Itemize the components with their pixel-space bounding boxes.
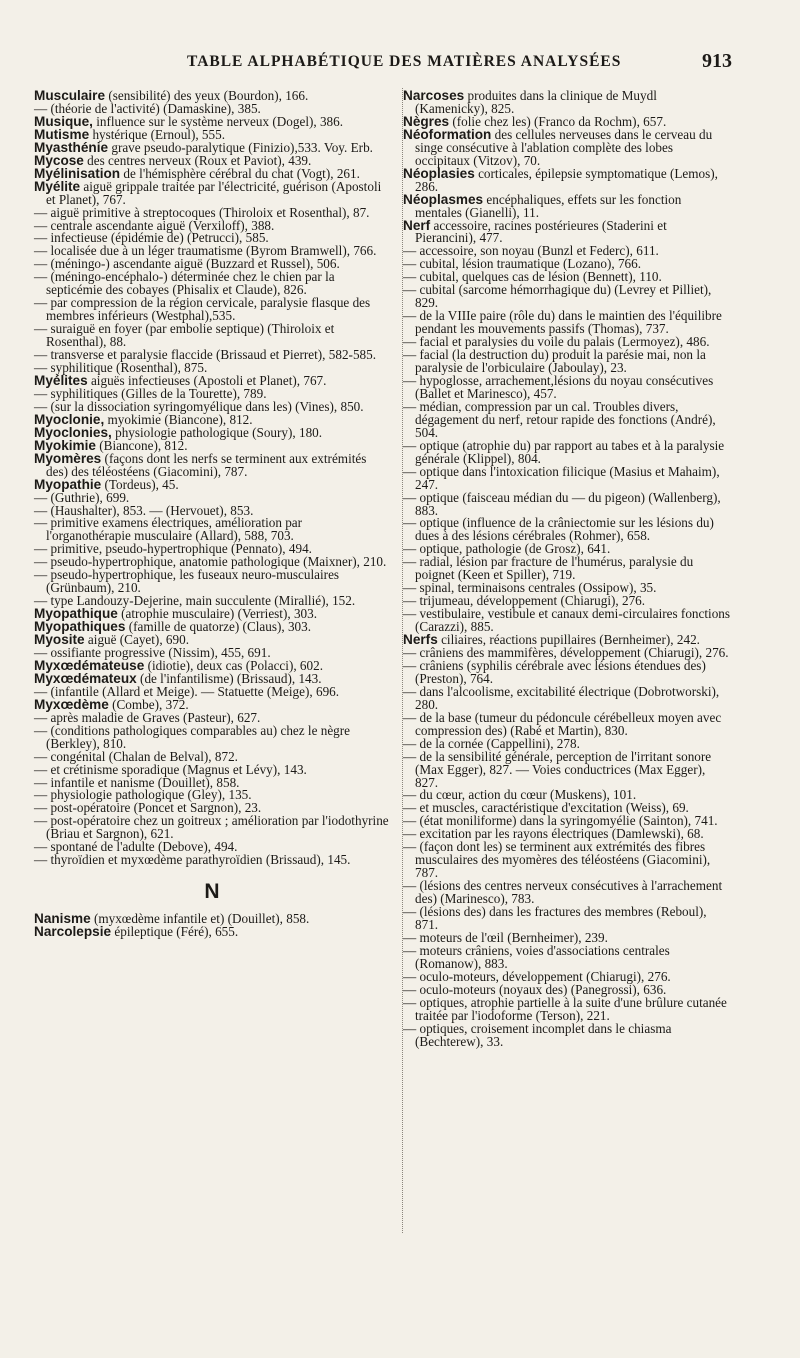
entry-text: aiguë grippale traitée par l'électricité, guérison (Apostoli et Planet), 767. (46, 178, 382, 207)
index-entry (403, 1020, 731, 1049)
entry-term: Nègres (403, 113, 450, 129)
index-entry (403, 748, 731, 790)
page-number: 913 (702, 50, 732, 72)
entry-text: épileptique (Féré), 655. (111, 924, 239, 940)
entry-text: — physiologie pathologique (Gley), 135. (34, 787, 252, 803)
index-entry (403, 517, 731, 543)
entry-term: Nanisme (34, 911, 91, 927)
entry-text: — excitation par les rayons électriques (Damlewski), 68. (403, 826, 704, 842)
entry-text: (Tordeus), 45. (101, 476, 179, 492)
index-entry (34, 517, 390, 543)
entry-text: — et muscles, caractéristique d'excitation (Weiss), 69. (403, 800, 689, 816)
index-entry (403, 906, 731, 932)
index-entry (403, 90, 731, 116)
entry-text: — médian, compression par un cal. Troubles divers, dégagement du nerf, retour rapide des fonctions (André), 504. (403, 398, 716, 440)
entry-text: des centres nerveux (Roux et Paviot), 439. (83, 152, 312, 168)
entry-text: — transverse et paralysie flaccide (Brissaud et Pierret), 582-585. (34, 347, 377, 363)
entry-text: — syphilitique (Rosenthal), 875. (34, 360, 208, 376)
index-entry (403, 349, 731, 375)
entry-text: — facial (la destruction du) produit la parésie mai, non la paralysie de l'orbiculaire (Jaboulay), 23. (403, 347, 706, 376)
entry-text: — aiguë primitive à streptocoques (Thiroloix et Rosenthal), 87. (34, 204, 370, 220)
index-entry (403, 880, 731, 906)
entry-text: aiguë (Cayet), 690. (84, 632, 189, 648)
entry-text: — (lésions des) dans les fractures des membres (Reboul), 871. (403, 904, 707, 932)
entry-text: grave pseudo-paralytique (Finizio),533. Voy. Erb. (108, 139, 373, 155)
entry-term: Myxœdémateux (34, 670, 137, 686)
entry-text: produites dans la clinique de Muydl (Kamenicky), 825. (415, 88, 657, 116)
entry-text: — vestibulaire, vestibule et canaux demi-circulaires fonctions (Carazzi), 885. (403, 606, 731, 635)
entry-text: — facial et paralysies du voile du palais (Lermoyez), 486. (403, 334, 710, 350)
entry-text: (de l'infantilisme) (Brissaud), 143. (136, 670, 322, 686)
index-entry (403, 310, 731, 336)
entry-text: — pseudo-hypertrophique, anatomie pathologique (Maixner), 210. (34, 554, 387, 570)
index-entry (34, 569, 390, 595)
entry-text: — cubital (sarcome hémorrhagique du) (Levrey et Pilliet), 829. (403, 282, 712, 311)
entry-text: — cubital, quelques cas de lésion (Bennett), 110. (403, 269, 662, 285)
index-entry (34, 815, 390, 841)
entry-text: — de la cornée (Cappellini), 278. (403, 735, 580, 751)
entry-text: encéphaliques, effets sur les fonction mentales (Gianelli), 11. (415, 191, 682, 220)
entry-text: — (théorie de l'activité) (Damaskine), 385. (34, 100, 261, 116)
index-entry (34, 450, 390, 479)
section-letter: N (204, 880, 220, 904)
entry-text: hystérique (Ernoul), 555. (89, 126, 226, 142)
index-entry (34, 854, 390, 867)
entry-text: — syphilitiques (Gilles de la Tourette), 789. (34, 385, 267, 401)
index-entry (403, 191, 731, 220)
index-entry (403, 284, 731, 310)
index-entry (403, 556, 731, 582)
entry-text: (famille de quatorze) (Claus), 303. (125, 619, 312, 635)
index-entry (34, 722, 390, 751)
entry-term: Myélinisation (34, 165, 121, 181)
entry-text: — radial, lésion par fracture de l'humérus, paralysie du poignet (Keen et Spiller), 719. (403, 554, 694, 583)
entry-text: — du cœur, action du cœur (Muskens), 101. (403, 787, 637, 803)
entry-text: — optiques, croisement incomplet dans le chiasma (Bechterew), 33. (403, 1020, 672, 1049)
entry-term: Myosite (34, 632, 85, 648)
entry-text: influence sur le système nerveux (Dogel), 386. (92, 113, 344, 129)
entry-text: — spontané de l'adulte (Debove), 494. (34, 839, 238, 855)
entry-text: — localisée due à un léger traumatisme (Byrom Bramwell), 766. (34, 243, 377, 259)
entry-text: — moteurs de l'œil (Bernheimer), 239. (403, 929, 608, 945)
entry-text: (idiotie), deux cas (Polacci), 602. (144, 657, 324, 673)
entry-text: — infectieuse (épidémie de) (Petrucci), 585. (34, 230, 269, 246)
running-title: TABLE ALPHABÉTIQUE DES MATIÈRES ANALYSÉES (187, 53, 622, 70)
entry-term: Musique, (34, 113, 93, 129)
entry-text: (atrophie musculaire) (Verriest), 303. (117, 606, 318, 622)
entry-text: des cellules nerveuses dans le cerveau du singe consécutive à l'ablation complète des lobes occipitaux (Vitzov), 70. (415, 126, 713, 168)
entry-term: Myopathiques (34, 619, 126, 635)
index-entry (34, 926, 390, 939)
entry-text: — (méningo-encéphalo-) déterminée chez le chien par la septicémie des cobayes (Phisalix et Claude), 826. (34, 269, 335, 298)
entry-text: — (lésions des centres nerveux consécutives à l'arrachement des) (Marinesco), 783. (403, 878, 723, 907)
index-entry (34, 323, 390, 349)
entry-term: Myoclonies, (34, 424, 112, 440)
index-entry (403, 709, 731, 738)
right-column (403, 90, 731, 1049)
entry-text: (façons dont les nerfs se terminent aux extrémités des) des téléostéens (Giacomini), 787. (46, 450, 367, 479)
entry-text: — thyroïdien et myxœdème parathyroïdien (Brissaud), 145. (34, 852, 351, 868)
page-header (34, 50, 734, 76)
entry-text: — post-opératoire (Poncet et Sargnon), 23. (34, 800, 262, 816)
index-entry (403, 841, 731, 880)
entry-term: Musculaire (34, 88, 106, 103)
entry-text: — optique (faisceau médian du — du pigeon) (Wallenberg), 883. (403, 489, 721, 518)
entry-text: — oculo-moteurs (noyaux des) (Panegrossi), 636. (403, 981, 667, 997)
entry-text: — de la sensibilité générale, perception de l'irritant sonore (Max Egger), 827. — Voies conductrices (Max Egger), 827. (403, 748, 712, 790)
entry-text: — optique dans l'intoxication filicique (Masius et Mahaim), 247. (403, 463, 720, 492)
entry-text: — (façon dont les) se terminent aux extrémités des fibres musculaires des myomères des téléostéens (Giacomini), 787. (403, 839, 711, 881)
entry-term: Myomères (34, 450, 102, 466)
entry-text: (Biancone), 812. (95, 437, 188, 453)
entry-text: — (conditions pathologiques comparables au) chez le nègre (Berkley), 810. (34, 722, 351, 751)
entry-text: — optique (atrophie du) par rapport au tabes et à la paralysie générale (Klippel), 804. (403, 437, 725, 466)
entry-text: — post-opératoire chez un goitreux ; amélioration par l'iodothyrine (Briau et Sargnon), 621. (34, 813, 389, 842)
entry-term: Néoplasies (403, 165, 475, 181)
index-entry (403, 608, 731, 634)
entry-text: — accessoire, son noyau (Bunzl et Federc), 611. (403, 243, 659, 259)
entry-text: — congénital (Chalan de Belval), 872. (34, 748, 238, 764)
entry-text: — (état moniliforme) dans la syringomyélie (Sainton), 741. (403, 813, 718, 829)
entry-text: — cubital, lésion traumatique (Lozano), 766. (403, 256, 642, 272)
entry-term: Narcoses (403, 88, 465, 103)
entry-text: (myxœdème infantile et) (Douillet), 858. (90, 911, 310, 927)
entry-text: — spinal, terminaisons centrales (Ossipow), 35. (403, 580, 657, 596)
entry-text: — crâniens des mammifères, développement (Chiarugi), 276. (403, 644, 729, 660)
entry-term: Myopathie (34, 476, 102, 492)
entry-text: — dans l'alcoolisme, excitabilité électrique (Dobrotworski), 280. (403, 683, 720, 712)
entry-text: — (sur la dissociation syringomyélique dans les) (Vines), 850. (34, 398, 364, 414)
index-entry (403, 942, 731, 971)
index-entry (403, 126, 731, 168)
entry-term: Myokimie (34, 437, 96, 453)
entry-text: — hypoglosse, arrachement,lésions du noyau consécutives (Ballet et Marinesco), 457. (403, 372, 714, 401)
entry-text: — primitive, pseudo-hypertrophique (Pennato), 494. (34, 541, 312, 557)
index-entry (403, 398, 731, 440)
entry-text: — (Haushalter), 853. — (Hervouet), 853. (34, 502, 254, 518)
index-entry (34, 271, 390, 297)
entry-text: — (Guthrie), 699. (34, 489, 130, 505)
index-entry (403, 994, 731, 1023)
entry-term: Néoformation (403, 126, 492, 142)
index-entry (403, 437, 731, 466)
entry-text: — (infantile (Allard et Meige). — Statuette (Meige), 696. (34, 683, 340, 699)
entry-text: de l'hémisphère cérébral du chat (Vogt), 261. (120, 165, 360, 181)
entry-text: — après maladie de Graves (Pasteur), 627. (34, 709, 261, 725)
index-entry (403, 683, 731, 712)
entry-text: — de la VIIIe paire (rôle du) dans le maintien des l'équilibre pendant les mouvements passifs (Thomas), 737. (403, 308, 722, 337)
entry-term: Myélite (34, 178, 81, 194)
index-entry (403, 489, 731, 518)
entry-text: — type Landouzy-Dejerine, main succulente (Mirallié), 152. (34, 593, 356, 609)
entry-term: Myopathique (34, 606, 118, 622)
entry-term: Myxœdème (34, 696, 109, 712)
entry-text: — moteurs crâniens, voies d'associations centrales (Romanow), 883. (403, 942, 670, 971)
index-entry (403, 217, 731, 246)
entry-text: — ossifiante progressive (Nissim), 455, 691. (34, 644, 271, 660)
index-entry (34, 297, 390, 323)
entry-term: Myélites (34, 372, 88, 388)
entry-text: aiguës infectieuses (Apostoli et Planet), 767. (87, 372, 327, 388)
entry-text: — par compression de la région cervicale, paralysie flasque des membres inférieurs (Westphal),535. (34, 295, 371, 324)
entry-text: — suraiguë en foyer (par embolie septique) (Thiroloix et Rosenthal), 88. (34, 321, 335, 350)
entry-term: Myoclonie, (34, 411, 105, 427)
entry-text: — oculo-moteurs, développement (Chiarugi), 276. (403, 968, 671, 984)
entry-text: — primitive examens électriques, amélioration par l'organothérapie musculaire (Allard), 588, 703. (34, 515, 303, 544)
entry-text: — crâniens (syphilis cérébrale avec lésions étendues des) (Preston), 764. (403, 657, 706, 686)
index-entry (403, 463, 731, 492)
entry-term: Mutisme (34, 126, 90, 142)
index-entry (403, 657, 731, 686)
entry-text: — centrale ascendante aiguë (Verxiloff), 388. (34, 217, 275, 233)
index-entry (403, 165, 731, 194)
entry-text: — infantile et nanisme (Douillet), 858. (34, 774, 240, 790)
entry-text: — trijumeau, développement (Chiarugi), 276. (403, 593, 646, 609)
entry-text: (sensibilité) des yeux (Bourdon), 166. (105, 88, 309, 103)
entry-term: Myxœdémateuse (34, 657, 145, 673)
entry-term: Narcolepsie (34, 924, 112, 940)
entry-text: — optiques, atrophie partielle à la suite d'une brûlure cutanée traitée par l'iodoforme (Terson), 221. (403, 994, 727, 1023)
entry-text: (Combe), 372. (108, 696, 189, 712)
left-column (34, 90, 390, 939)
entry-text: myokimie (Biancone), 812. (104, 411, 253, 427)
entry-term: Mycose (34, 152, 84, 168)
entry-term: Néoplasmes (403, 191, 484, 207)
entry-text: — (méningo-) ascendante aiguë (Buzzard et Russel), 506. (34, 256, 340, 272)
entry-text: — pseudo-hypertrophique, les fuseaux neuro-musculaires (Grünbaum), 210. (34, 567, 340, 596)
entry-text: physiologie pathologique (Soury), 180. (111, 424, 323, 440)
entry-text: accessoire, racines postérieures (Staderini et Pierancini), 477. (415, 217, 667, 246)
entry-text: (folie chez les) (Franco da Rochm), 657. (449, 113, 667, 129)
entry-text: — de la base (tumeur du pédoncule cérébelleux moyen avec compression des) (Rabé et Martin), 830. (403, 709, 722, 738)
entry-term: Nerfs (403, 632, 438, 648)
entry-text: — optique, pathologie (de Grosz), 641. (403, 541, 611, 557)
entry-term: Myasthénie (34, 139, 109, 155)
index-entry (34, 178, 390, 207)
entry-text: — optique (influence de la crâniectomie sur les lésions du) dues à des lésions cérébrales (Rohmer), 658. (403, 515, 714, 544)
index-entry (403, 372, 731, 401)
entry-text: corticales, épilepsie symptomatique (Lemos), 286. (415, 165, 718, 194)
entry-term: Nerf (403, 217, 431, 233)
entry-text: ciliaires, réactions pupillaires (Bernheimer), 242. (437, 632, 700, 648)
entry-text: — et crétinisme sporadique (Magnus et Lévy), 143. (34, 761, 307, 777)
